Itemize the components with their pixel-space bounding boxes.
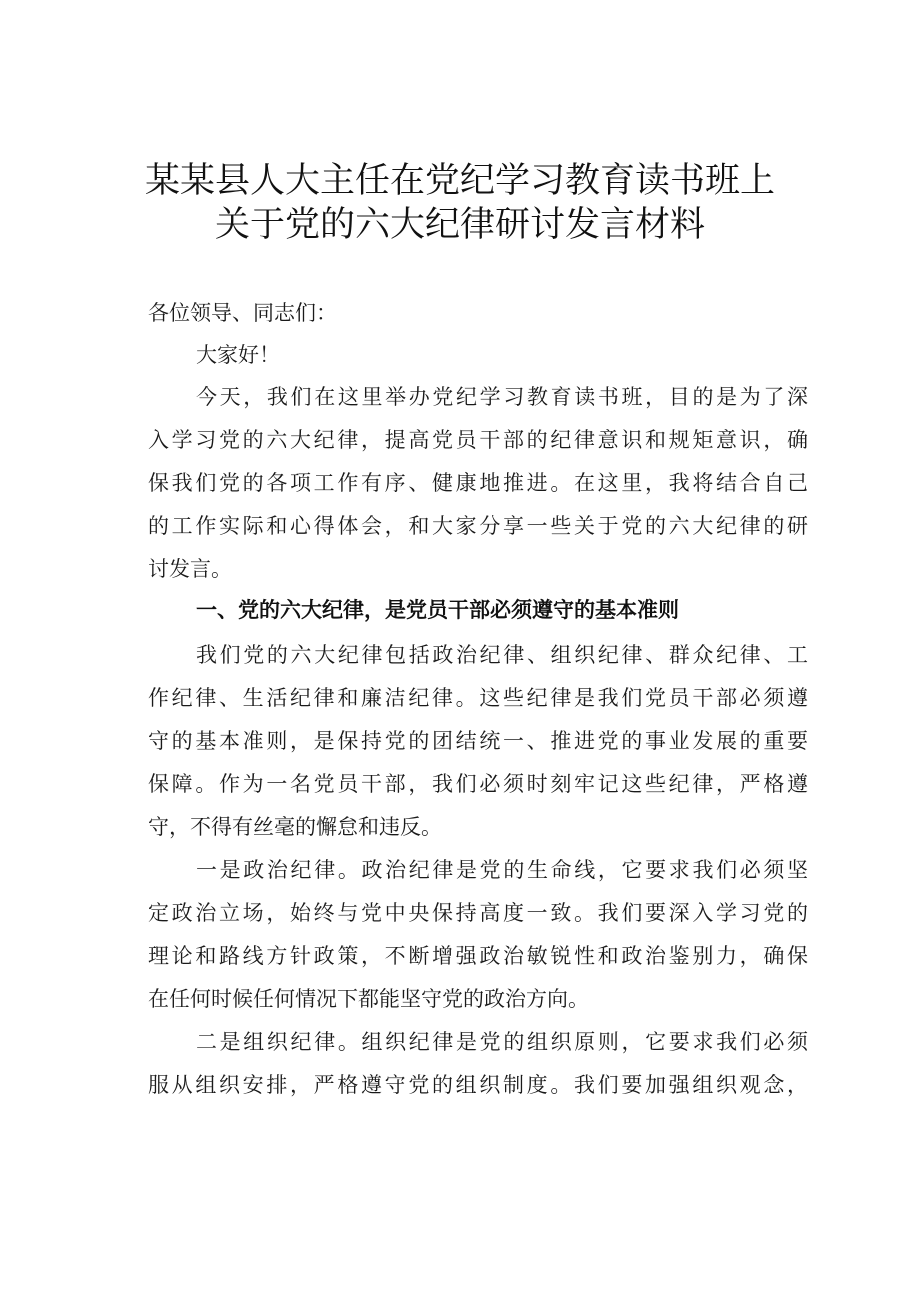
greeting: 大家好！ xyxy=(196,343,280,367)
political-discipline-line-4: 在任何时候任何情况下都能坚守党的政治方向。 xyxy=(148,987,589,1011)
political-discipline-line-3: 理论和路线方针政策，不断增强政治敏锐性和政治鉴别力，确保 xyxy=(148,944,808,968)
political-discipline-line-2: 定政治立场，始终与党中央保持高度一致。我们要深入学习党的 xyxy=(148,901,808,925)
section-1-line-2: 作纪律、生活纪律和廉洁纪律。这些纪律是我们党员干部必须遵 xyxy=(148,686,808,710)
intro-line-4: 的工作实际和心得体会，和大家分享一些关于党的六大纪律的研 xyxy=(148,514,808,538)
section-1-line-4: 保障。作为一名党员干部，我们必须时刻牢记这些纪律，严格遵 xyxy=(148,772,808,796)
salutation: 各位领导、同志们： xyxy=(148,301,337,325)
document-title-line-2: 关于党的六大纪律研讨发言材料 xyxy=(214,205,705,245)
section-1-line-1: 我们党的六大纪律包括政治纪律、组织纪律、群众纪律、工 xyxy=(196,643,808,667)
organization-discipline-line-2: 服从组织安排，严格遵守党的组织制度。我们要加强组织观念， xyxy=(148,1073,808,1097)
intro-line-2: 入学习党的六大纪律，提高党员干部的纪律意识和规矩意识，确 xyxy=(148,428,808,452)
intro-line-3: 保我们党的各项工作有序、健康地推进。在这里，我将结合自己 xyxy=(148,471,808,495)
section-1-line-3: 守的基本准则，是保持党的团结统一、推进党的事业发展的重要 xyxy=(148,729,808,753)
intro-line-5: 讨发言。 xyxy=(148,557,232,581)
section-1-heading: 一、党的六大纪律，是党员干部必须遵守的基本准则 xyxy=(196,598,679,622)
document-title-line-1: 某某县人大主任在党纪学习教育读书班上 xyxy=(144,161,775,201)
political-discipline-line-1: 一是政治纪律。政治纪律是党的生命线，它要求我们必须坚 xyxy=(196,858,808,882)
intro-line-1: 今天，我们在这里举办党纪学习教育读书班，目的是为了深 xyxy=(196,385,808,409)
section-1-line-5: 守，不得有丝毫的懈怠和违反。 xyxy=(148,815,442,839)
organization-discipline-line-1: 二是组织纪律。组织纪律是党的组织原则，它要求我们必须 xyxy=(196,1030,808,1054)
